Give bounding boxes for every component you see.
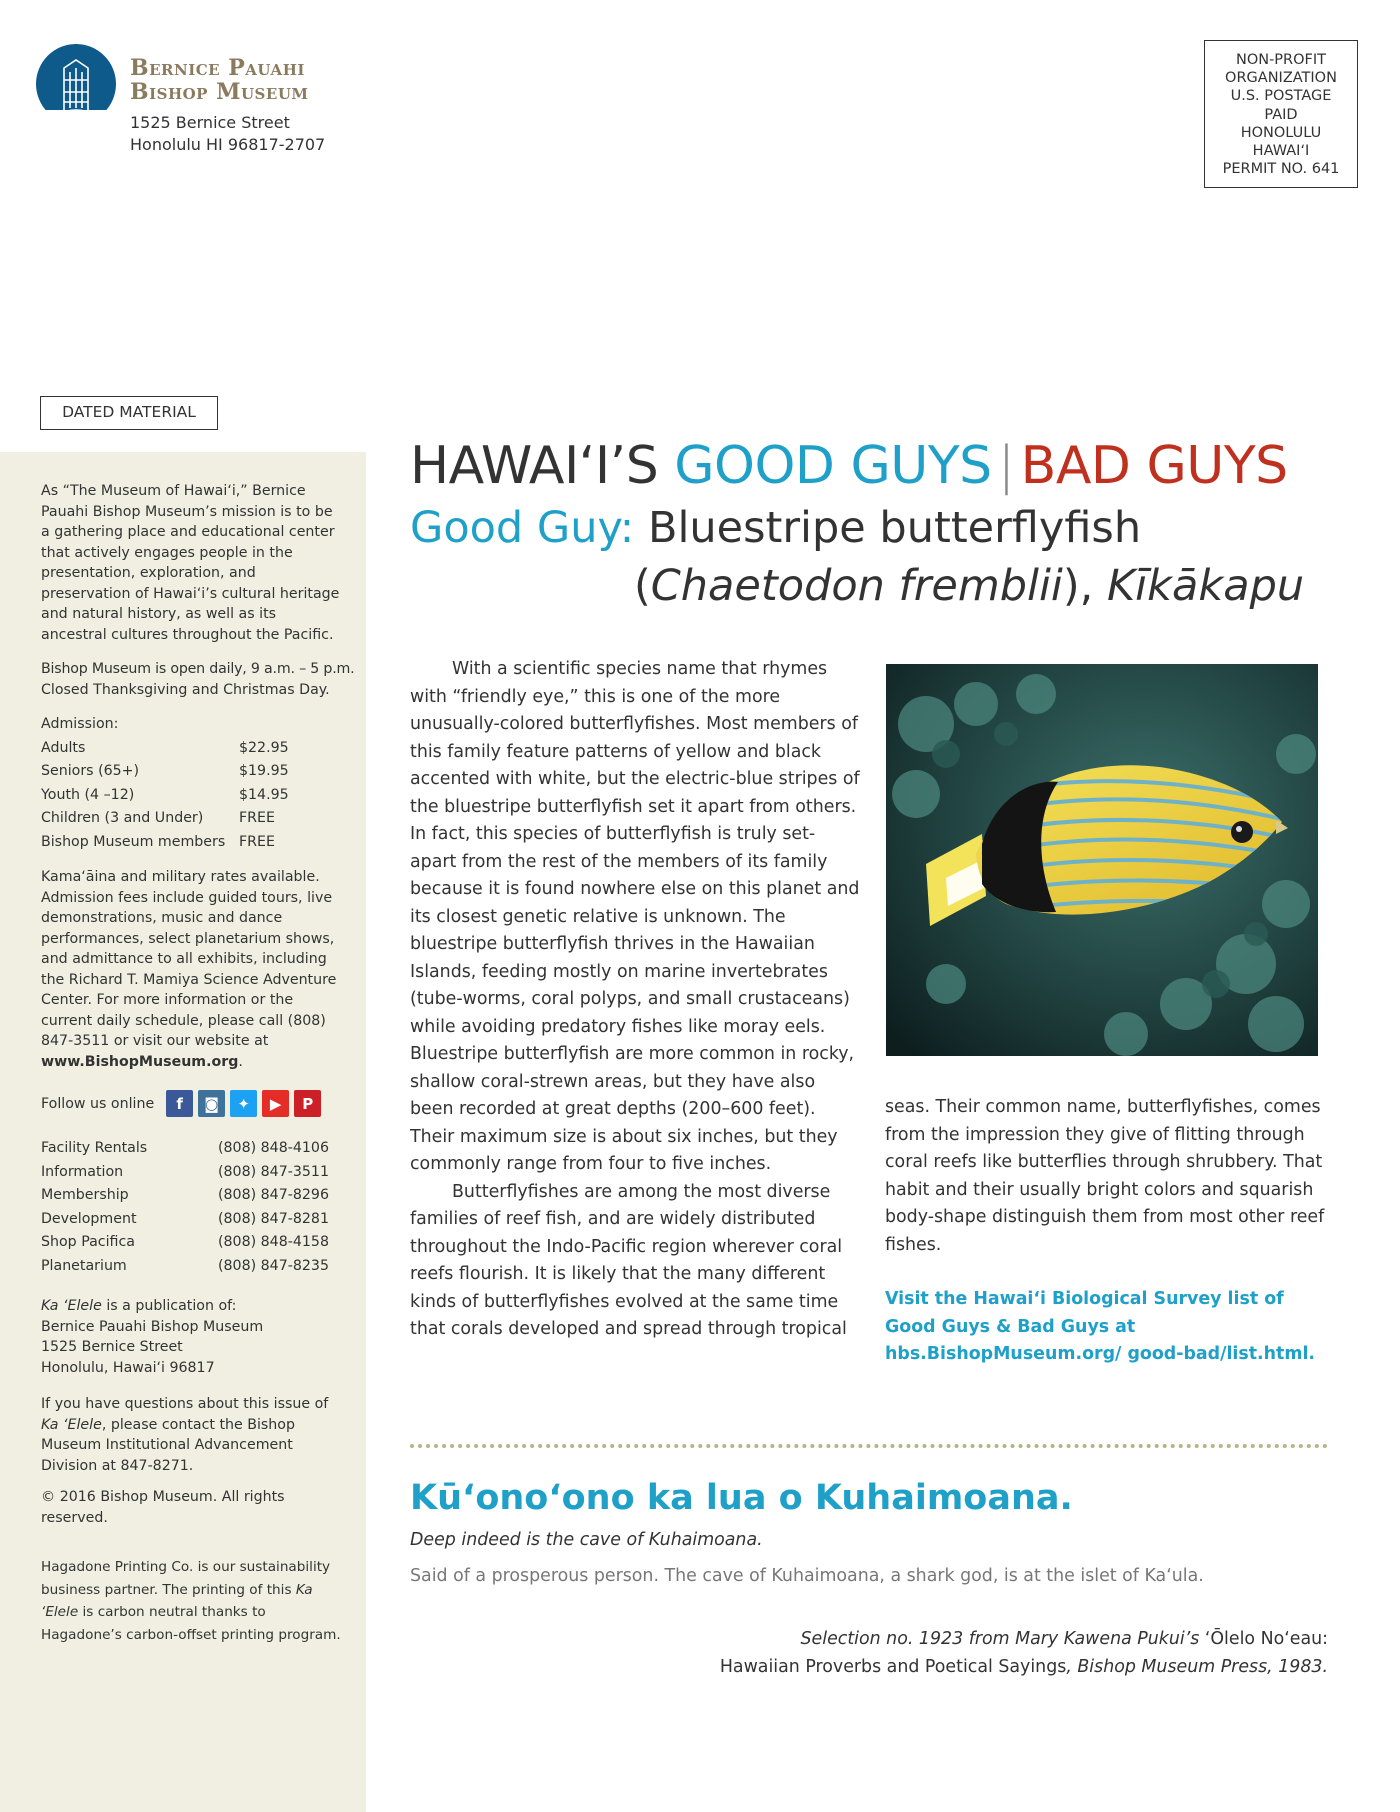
publication-line: Honolulu, Hawai‘i 96817 xyxy=(41,1359,215,1376)
admission-price: $19.95 xyxy=(239,763,289,779)
species-hawaiian-name: Kīkākapu xyxy=(1106,561,1305,611)
rates-info xyxy=(41,867,341,1072)
address-line2: Honolulu HI 96817-2707 xyxy=(130,135,326,154)
source-prefix: Selection no. 1923 from Mary Kawena Pukui’s xyxy=(800,1629,1205,1649)
species-common-name: Bluestripe butterflyfish xyxy=(634,503,1142,553)
museum-name xyxy=(130,56,309,104)
twitter-icon[interactable]: ✦ xyxy=(230,1090,257,1117)
title-good-guys: GOOD GUYS xyxy=(674,436,992,496)
contact-label: Shop Pacifica xyxy=(41,1234,135,1250)
admission-price: $22.95 xyxy=(239,739,289,756)
postage-line: U.S. POSTAGE xyxy=(1230,88,1332,105)
instagram-icon[interactable]: ◙ xyxy=(198,1090,225,1117)
questions-title: Ka ‘Elele xyxy=(41,1416,102,1433)
admission-row xyxy=(41,738,341,759)
questions-suffix: , please contact the Bishop Museum Institutional Advancement Division at 847-8271. xyxy=(41,1416,295,1474)
admission-row xyxy=(41,808,341,829)
postage-line: HAWAI‘I xyxy=(1252,143,1310,160)
postage-line: PERMIT NO. 641 xyxy=(1222,161,1340,178)
proverb-description: Said of a prosperous person. The cave of Kuhaimoana, a shark god, is at the islet of Ka‘ula. xyxy=(410,1566,1204,1586)
publication-suffix: is a publication of: xyxy=(101,1298,237,1314)
printing-prefix: Hagadone Printing Co. is our sustainability business partner. The printing of this xyxy=(41,1559,331,1598)
survey-link[interactable]: Visit the Hawai‘i Biological Survey list of Good Guys & Bad Guys at hbs.BishopMuseum.org/ good-bad/list.html. xyxy=(885,1289,1316,1364)
contact-phone: (808) 847-8235 xyxy=(218,1257,329,1274)
museum-logo-icon xyxy=(36,44,116,124)
subtitle-label: Good Guy: xyxy=(410,503,635,553)
contact-label: Development xyxy=(41,1210,137,1227)
copyright-text: © 2016 Bishop Museum. All rights reserved. xyxy=(41,1489,285,1526)
proverb-title: Kūʻonoʻono ka lua o Kuhaimoana. xyxy=(410,1478,1073,1518)
postage-line: PAID xyxy=(1264,106,1298,123)
copyright xyxy=(41,1487,341,1528)
contact-phone: (808) 847-8296 xyxy=(218,1187,329,1203)
printing-title: Ka ‘Elele xyxy=(41,1581,313,1620)
hours-line2: Closed Thanksgiving and Christmas Day. xyxy=(41,681,330,698)
youtube-icon[interactable]: ▶ xyxy=(262,1090,289,1117)
facebook-icon[interactable]: f xyxy=(166,1090,193,1117)
mission-text xyxy=(41,481,341,645)
dotted-divider xyxy=(410,1444,1328,1448)
printing-suffix: is carbon neutral thanks to Hagadone’s carbon-offset printing program. xyxy=(41,1604,341,1643)
pinterest-icon[interactable]: P xyxy=(294,1090,321,1117)
article-paragraph-2-continued: seas. Their common name, butterflyfishes, comes from the impression they give of flitting through coral reefs like butterflies through shrubbery. That habit and their usually bright colors and squarish body-shape distinguish them from most other reef fishes. xyxy=(885,1097,1325,1255)
admission-price: FREE xyxy=(239,810,275,826)
publication-heading xyxy=(41,1296,341,1317)
proverb-translation: Deep indeed is the cave of Kuhaimoana. xyxy=(410,1530,763,1550)
article-paragraph-1: With a scientific species name that rhymes with “friendly eye,” this is one of the more unusually-colored butterflyfishes. Most members of this family feature patterns of yellow and black accented with white, but the electric-blue stripes of the bluestripe butterflyfish set it apart from others. In fact, this species of butterflyfish is truly set-apart from the rest of the members of its family because it is found nowhere else on this planet and its closest genetic relative is unknown. The bluestripe butterflyfish thrives in the Hawaiian Islands, feeding mostly on marine invertebrates (tube-worms, coral polyps, and small crustaceans) while avoiding predatory fishes like moray eels. Bluestripe butterflyfish are more common in rocky, shallow coral-strewn areas, but they have also been recorded at great depths (200–600 feet). Their maximum size is about six inches, but they commonly range from four to five inches. xyxy=(410,659,860,1174)
admission-label: Admission: xyxy=(41,716,119,732)
return-address xyxy=(130,112,325,156)
contact-row xyxy=(41,1185,341,1206)
contact-label: Facility Rentals xyxy=(41,1140,148,1156)
admission-table xyxy=(41,714,341,852)
subtitle xyxy=(410,502,1141,554)
paren-close: ), xyxy=(1062,561,1107,611)
contact-label: Planetarium xyxy=(41,1257,127,1274)
contact-label: Membership xyxy=(41,1187,129,1203)
admission-row xyxy=(41,832,341,853)
address-line1: 1525 Bernice Street xyxy=(130,113,290,132)
contact-row xyxy=(41,1162,341,1183)
rates-text: Kama‘āina and military rates available. Admission fees include guided tours, live demonstrations, music and dance performances, select planetarium shows, and admittance to all exhibits, including the Richard T. Mamiya Science Adventure Center. For more information or the current daily schedule, please call (808) 847-3511 or visit our website at xyxy=(41,869,337,1049)
admission-category: Youth (4 –12) xyxy=(41,786,135,803)
postage-line: ORGANIZATION xyxy=(1225,70,1337,87)
source-book-subtitle: Hawaiian Proverbs and Poetical Sayings xyxy=(719,1656,1067,1677)
proverb-source xyxy=(600,1626,1328,1681)
contact-phone: (808) 847-8281 xyxy=(218,1210,329,1227)
publication-title: Ka ‘Elele xyxy=(41,1298,102,1314)
admission-price: FREE xyxy=(239,833,275,850)
contact-row xyxy=(41,1256,341,1277)
admission-category: Children (3 and Under) xyxy=(41,810,204,826)
hours-line1: Bishop Museum is open daily, 9 a.m. – 5 p.m. xyxy=(41,661,355,677)
hours xyxy=(41,659,355,700)
admission-category: Adults xyxy=(41,739,86,756)
questions-info xyxy=(41,1394,341,1476)
mission-paragraph: As “The Museum of Hawai‘i,” Bernice Pauahi Bishop Museum’s mission is to be a gathering place and educational center that actively engages people in the presentation, exploration, and preservation of Hawai‘i’s cultural heritage and natural history, as well as its ancestral cultures throughout the Pacific. xyxy=(41,483,340,643)
contact-row xyxy=(41,1232,341,1253)
questions-prefix: If you have questions about this issue of xyxy=(41,1396,329,1412)
article-paragraph-2: Butterflyfishes are among the most diverse families of reef fish, and are widely distributed throughout the Indo-Pacific region wherever coral reefs flourish. It is likely that the many different kinds of butterflyfishes evolved at the same time that corals developed and spread through tropical xyxy=(410,1181,847,1339)
postage-line: HONOLULU xyxy=(1240,124,1322,141)
publication-line: Bernice Pauahi Bishop Museum xyxy=(41,1318,264,1335)
article-column-right xyxy=(885,1094,1325,1259)
title-divider: | xyxy=(997,436,1015,496)
social-links xyxy=(41,1090,341,1117)
admission-row xyxy=(41,785,341,806)
website-suffix: . xyxy=(238,1053,243,1070)
contact-row xyxy=(41,1138,341,1159)
admission-category: Seniors (65+) xyxy=(41,763,140,779)
website-link[interactable]: www.BishopMuseum.org xyxy=(41,1053,239,1070)
contact-phone: (808) 847-3511 xyxy=(218,1163,329,1180)
museum-name-line1: Bernice Pauahi xyxy=(130,55,305,81)
admission-row xyxy=(41,761,341,782)
admission-price: $14.95 xyxy=(239,786,289,803)
admission-category: Bishop Museum members xyxy=(41,833,226,850)
contact-phone: (808) 848-4158 xyxy=(218,1234,329,1250)
printing-paragraph xyxy=(41,1556,341,1646)
dated-material-label: DATED MATERIAL xyxy=(40,396,218,430)
page-title xyxy=(410,436,1288,496)
species-scientific-name: Chaetodon fremblii xyxy=(650,561,1063,611)
title-part-hawaii: HAWAI‘I’S xyxy=(410,436,675,496)
rates-paragraph xyxy=(41,867,341,1072)
title-bad-guys: BAD GUYS xyxy=(1020,436,1288,496)
questions-paragraph xyxy=(41,1394,341,1476)
source-book-title: ‘Ōlelo No‘eau: xyxy=(1204,1629,1328,1649)
museum-name-line2: Bishop Museum xyxy=(130,79,309,105)
postage-line: NON-PROFIT xyxy=(1235,52,1327,68)
publication-line: 1525 Bernice Street xyxy=(41,1339,183,1355)
postage-indicia xyxy=(1204,40,1358,188)
source-line1 xyxy=(600,1626,1328,1654)
source-line2 xyxy=(600,1654,1328,1682)
contact-row xyxy=(41,1209,341,1230)
source-publisher: , Bishop Museum Press, 1983. xyxy=(1066,1656,1328,1677)
publication-info xyxy=(41,1296,341,1378)
contact-label: Information xyxy=(41,1163,124,1180)
article-column-left xyxy=(410,656,860,1344)
printing-info xyxy=(41,1556,341,1646)
follow-label: Follow us online xyxy=(41,1095,155,1112)
paren-open: ( xyxy=(634,561,651,611)
bluestripe-butterflyfish-photo xyxy=(886,664,1318,1056)
species-scientific-line xyxy=(634,560,1304,612)
contact-phone: (808) 848-4106 xyxy=(218,1140,329,1156)
contact-list xyxy=(41,1138,341,1279)
